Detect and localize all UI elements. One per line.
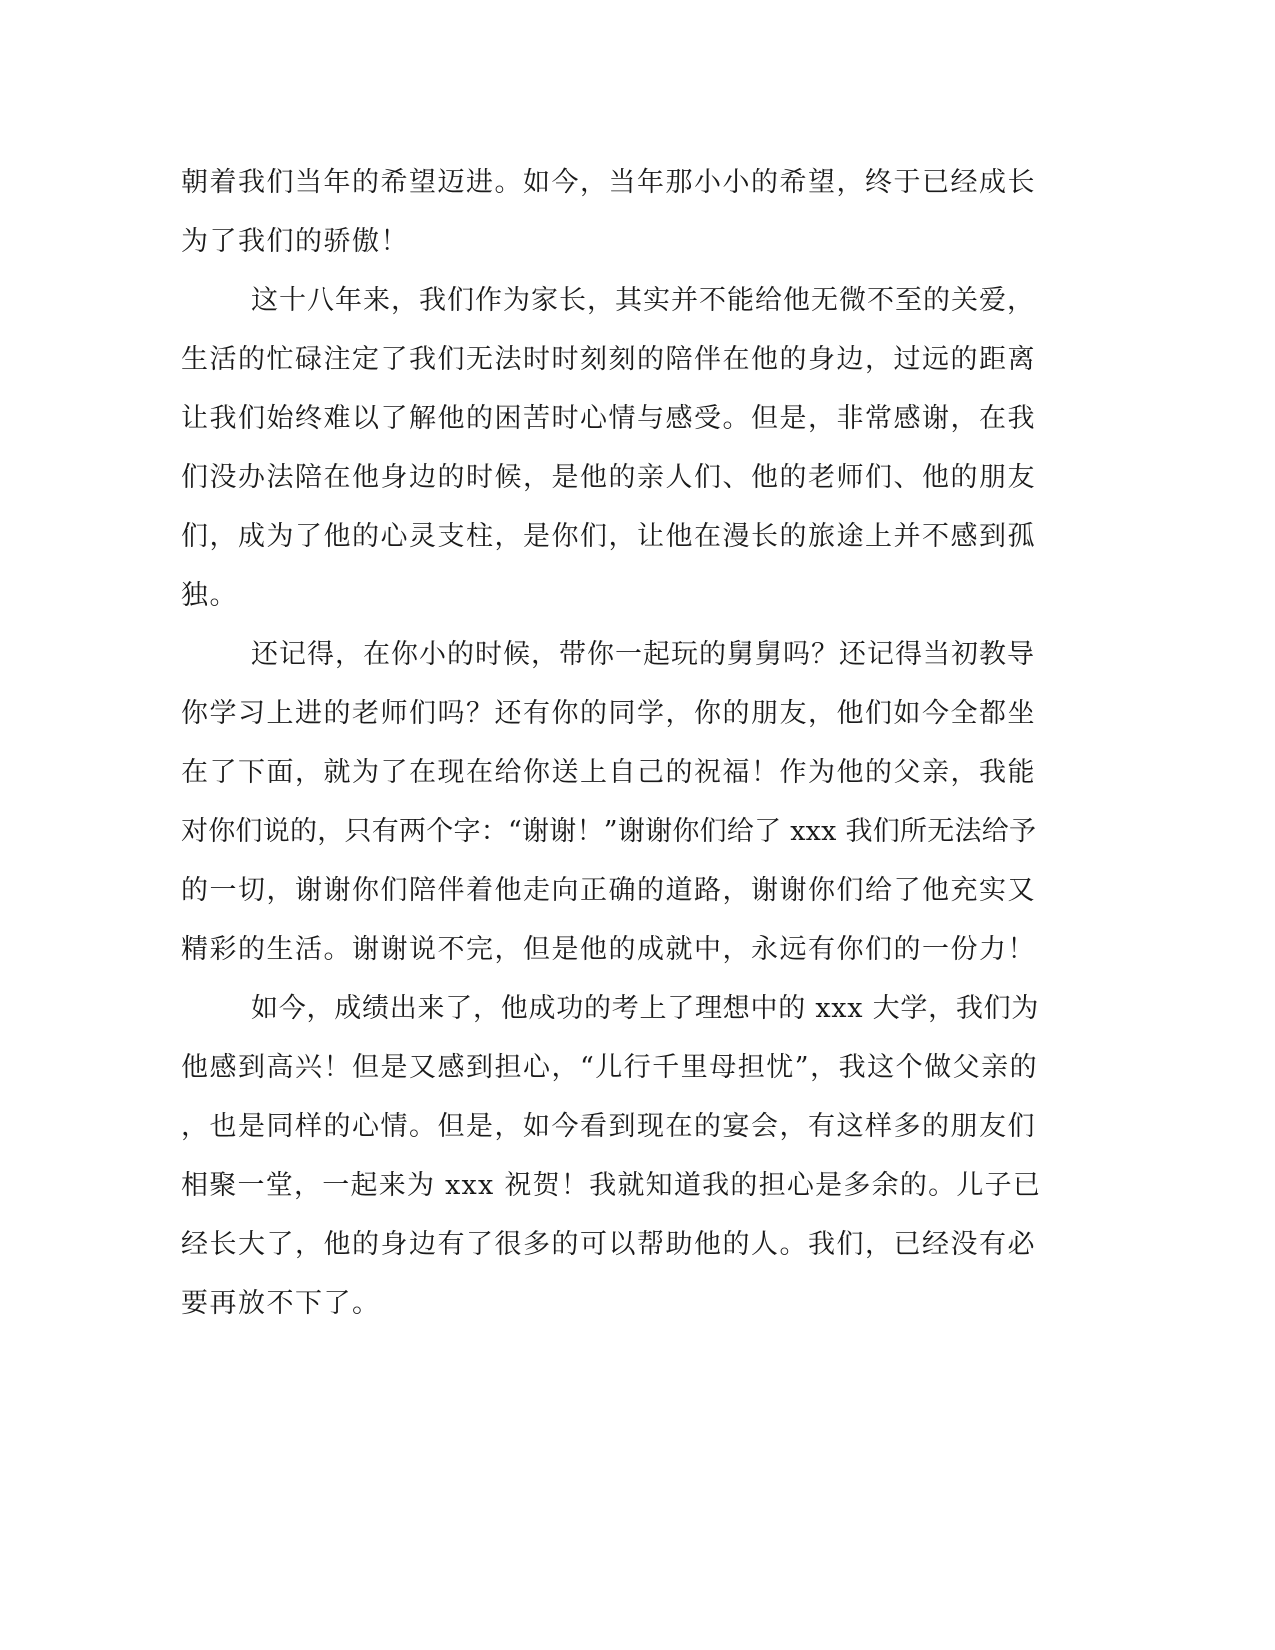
text-line: 独。 [181, 580, 238, 611]
text-line: 让我们始终难以了解他的困苦时心情与感受。但是，非常感谢，在我 [181, 403, 1036, 434]
text-line: 相聚一堂，一起来为 xxx 祝贺！我就知道我的担心是多余的。儿子已 [181, 1170, 1042, 1201]
text-line: 要再放不下了。 [181, 1288, 381, 1319]
document-body [181, 153, 1041, 1333]
text-line: 在了下面，就为了在现在给你送上自己的祝福！作为他的父亲，我能 [181, 757, 1036, 788]
text-line: 他感到高兴！但是又感到担心，“儿行千里母担忧”，我这个做父亲的 [181, 1052, 1039, 1083]
paragraph-start-line: 还记得，在你小的时候，带你一起玩的舅舅吗？还记得当初教导 [251, 639, 1035, 670]
text-line: 对你们说的，只有两个字：“谢谢！”谢谢你们给了 xxx 我们所无法给予 [181, 816, 1037, 847]
paragraph-start-line: 如今，成绩出来了，他成功的考上了理想中的 xxx 大学，我们为 [251, 993, 1040, 1024]
text-line: 你学习上进的老师们吗？还有你的同学，你的朋友，他们如今全都坐 [181, 698, 1036, 729]
text-line: 为了我们的骄傲！ [181, 226, 409, 257]
text-line: 朝着我们当年的希望迈进。如今，当年那小小的希望，终于已经成长 [181, 167, 1036, 198]
text-line: 们，成为了他的心灵支柱，是你们，让他在漫长的旅途上并不感到孤 [181, 521, 1036, 552]
text-line: ，也是同样的心情。但是，如今看到现在的宴会，有这样多的朋友们 [181, 1111, 1036, 1142]
text-line: 生活的忙碌注定了我们无法时时刻刻的陪伴在他的身边，过远的距离 [181, 344, 1036, 375]
text-line: 的一切，谢谢你们陪伴着他走向正确的道路，谢谢你们给了他充实又 [181, 875, 1036, 906]
text-line: 们没办法陪在他身边的时候，是他的亲人们、他的老师们、他的朋友 [181, 462, 1036, 493]
text-line: 精彩的生活。谢谢说不完，但是他的成就中，永远有你们的一份力！ [181, 934, 1036, 965]
text-line: 经长大了，他的身边有了很多的可以帮助他的人。我们，已经没有必 [181, 1229, 1036, 1260]
paragraph-start-line: 这十八年来，我们作为家长，其实并不能给他无微不至的关爱， [251, 285, 1035, 316]
